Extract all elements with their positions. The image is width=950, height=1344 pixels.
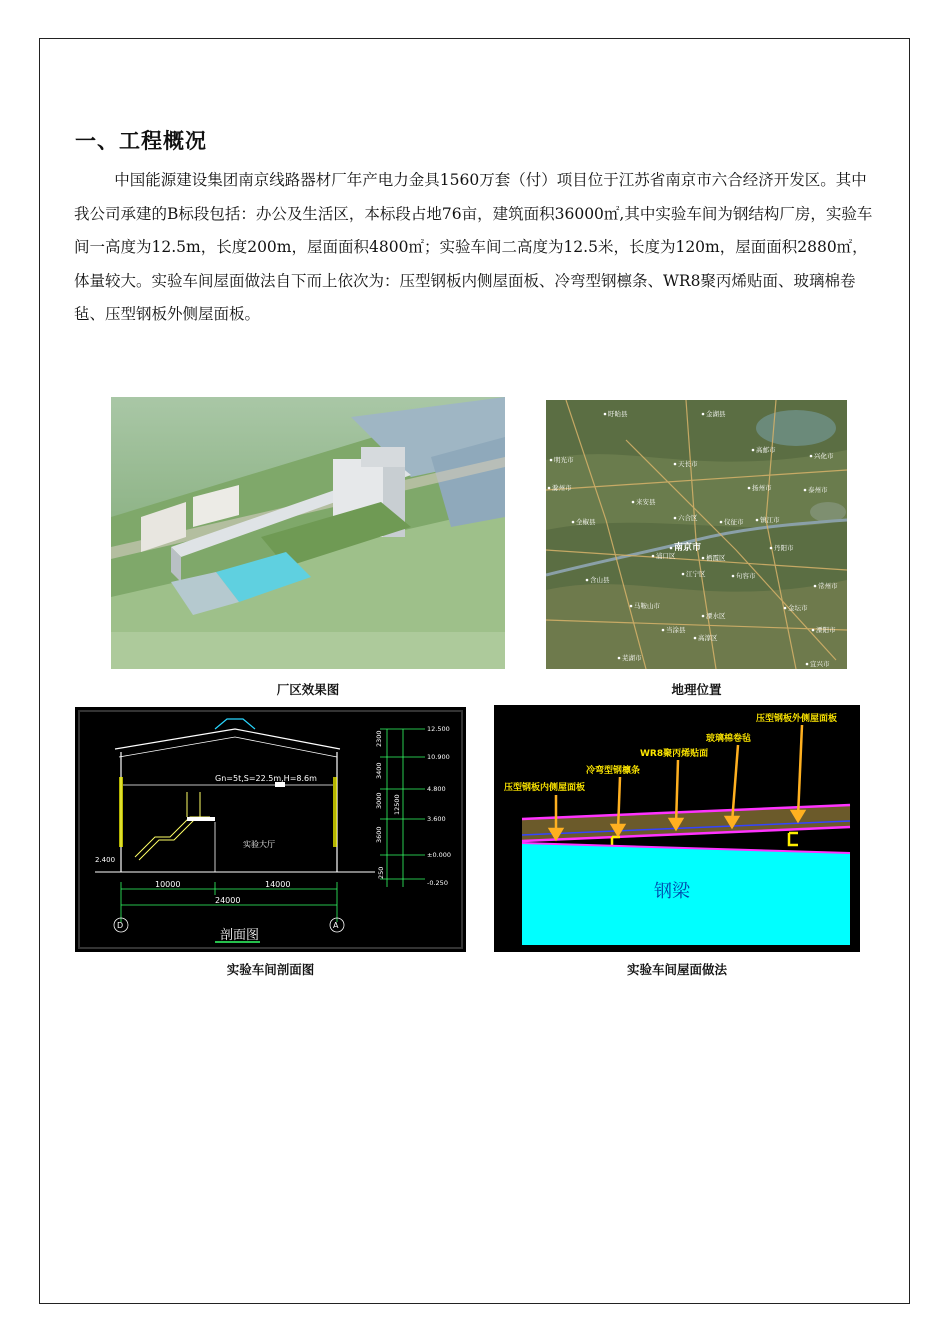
vdim-3: 3000 bbox=[375, 792, 383, 809]
map-city-label: 仪征市 bbox=[724, 518, 744, 526]
map-city-label: 镇江市 bbox=[760, 516, 780, 524]
map-city-label: 浦口区 bbox=[656, 552, 676, 560]
dim-left: 10000 bbox=[155, 880, 181, 889]
vdim-total: 12500 bbox=[393, 794, 401, 815]
map-city-dot bbox=[702, 615, 705, 618]
beam-label: 钢梁 bbox=[654, 881, 690, 902]
vdim-4: 3600 bbox=[375, 826, 383, 843]
dim-right: 14000 bbox=[265, 880, 291, 889]
map-city-label: 马鞍山市 bbox=[634, 602, 660, 610]
elev-bottom: -0.250 bbox=[427, 879, 448, 887]
map-city-dot bbox=[770, 547, 773, 550]
dim-total: 24000 bbox=[215, 896, 241, 905]
map-city-dot bbox=[694, 637, 697, 640]
project-paragraph: 中国能源建设集团南京线路器材厂年产电力金具1560万套（付）项目位于江苏省南京市六合经济开发区。其中我公司承建的B标段包括：办公及生活区，本标段占地76亩，建筑面积36000㎡,其中实验车间为钢结构厂房，实验车间一高度为12.5m，长度200m，屋面面积4800㎡；实验车间二高度为12.5米，长度为120m，屋面面积2880㎡，体量较大。实验车间屋面做法自下而上依次为：压型钢板内侧屋面板、冷弯型钢檩条、WR8聚丙烯贴面、玻璃棉卷毡、压型钢板外侧屋面板。 bbox=[74, 171, 873, 323]
plant-rendering-caption: 厂区效果图 bbox=[276, 682, 340, 697]
map-city-label: 兴化市 bbox=[814, 452, 834, 460]
map-city-label: 句容市 bbox=[736, 572, 756, 580]
map-city-label: 泰州市 bbox=[808, 486, 828, 494]
map-city-label: 栖霞区 bbox=[706, 554, 726, 562]
map-city-label: 六合区 bbox=[678, 514, 698, 522]
elev-0: ±0.000 bbox=[427, 851, 452, 859]
map-city-label: 宜兴市 bbox=[810, 660, 830, 668]
map-city-dot bbox=[720, 521, 723, 524]
vdim-2: 3400 bbox=[375, 762, 383, 779]
roof-label-glass-wool: 玻璃棉卷毡 bbox=[706, 734, 752, 744]
map-city-label: 含山县 bbox=[590, 576, 610, 584]
map-city-dot bbox=[756, 519, 759, 522]
elev-eave: 10.900 bbox=[427, 753, 450, 761]
map-city-dot bbox=[630, 605, 633, 608]
roof-label-outer-panel: 压型钢板外侧屋面板 bbox=[756, 714, 838, 724]
map-city-dot bbox=[814, 585, 817, 588]
location-map-caption: 地理位置 bbox=[671, 682, 722, 697]
elev-left: 2.400 bbox=[95, 856, 116, 864]
map-city-dot bbox=[784, 607, 787, 610]
elev-2: 3.600 bbox=[427, 815, 446, 823]
hall-label: 实验大厅 bbox=[243, 840, 275, 849]
map-city-dot bbox=[604, 413, 607, 416]
map-city-dot bbox=[674, 463, 677, 466]
location-map-image bbox=[546, 400, 847, 669]
map-city-dot bbox=[632, 501, 635, 504]
map-city-dot bbox=[674, 517, 677, 520]
map-city-label: 扬州市 bbox=[752, 484, 772, 492]
section-drawing-image bbox=[75, 707, 466, 952]
map-city-dot bbox=[572, 521, 575, 524]
map-city-label: 金湖县 bbox=[706, 410, 726, 418]
elev-1: 4.800 bbox=[427, 785, 446, 793]
map-city-label: 来安县 bbox=[636, 498, 656, 506]
map-city-label: 高邮市 bbox=[756, 446, 776, 454]
map-city-label: 南京市 bbox=[674, 543, 702, 553]
map-city-label: 全椒县 bbox=[576, 518, 596, 526]
map-city-label: 明光市 bbox=[554, 456, 574, 464]
map-city-label: 丹阳市 bbox=[774, 544, 794, 552]
map-city-label: 江宁区 bbox=[686, 570, 706, 578]
map-city-label: 高淳区 bbox=[698, 634, 718, 642]
elev-top: 12.500 bbox=[427, 725, 450, 733]
map-city-dot bbox=[748, 487, 751, 490]
map-city-dot bbox=[812, 629, 815, 632]
vdim-1: 2300 bbox=[375, 730, 383, 747]
map-city-dot bbox=[806, 663, 809, 666]
map-city-dot bbox=[652, 555, 655, 558]
roof-layers-image bbox=[494, 705, 860, 952]
map-city-dot bbox=[702, 557, 705, 560]
map-city-label: 当涂县 bbox=[666, 626, 686, 634]
map-city-label: 芜湖市 bbox=[622, 654, 642, 662]
map-city-dot bbox=[682, 573, 685, 576]
roof-label-inner-panel: 压型钢板内侧屋面板 bbox=[504, 783, 586, 793]
map-city-dot bbox=[752, 449, 755, 452]
roof-label-purlin: 冷弯型钢檩条 bbox=[586, 766, 641, 776]
section-drawing-caption: 实验车间剖面图 bbox=[226, 962, 315, 977]
map-city-dot bbox=[810, 455, 813, 458]
roof-label-wr8: WR8聚丙烯贴面 bbox=[640, 749, 709, 759]
plant-rendering-image bbox=[111, 397, 505, 669]
map-city-dot bbox=[586, 579, 589, 582]
section-heading: 一、工程概况 bbox=[75, 129, 207, 153]
map-city-dot bbox=[548, 487, 551, 490]
map-city-label: 盱眙县 bbox=[608, 410, 628, 418]
axis-right: A bbox=[333, 921, 339, 930]
roof-layers-caption: 实验车间屋面做法 bbox=[626, 962, 727, 977]
map-city-dot bbox=[662, 629, 665, 632]
map-city-dot bbox=[732, 575, 735, 578]
map-city-dot bbox=[550, 459, 553, 462]
map-city-label: 金坛市 bbox=[788, 604, 808, 612]
map-city-label: 滁州市 bbox=[552, 484, 572, 492]
map-city-dot bbox=[670, 547, 673, 550]
vdim-5: 250 bbox=[377, 866, 385, 879]
axis-left: D bbox=[117, 921, 124, 930]
section-title: 剖面图 bbox=[220, 928, 260, 943]
map-city-dot bbox=[804, 489, 807, 492]
crane-label: Gn=5t,S=22.5m,H=8.6m bbox=[215, 774, 317, 783]
map-city-dot bbox=[702, 413, 705, 416]
map-city-label: 天长市 bbox=[678, 460, 698, 468]
map-city-label: 溧水区 bbox=[706, 612, 726, 620]
map-city-label: 常州市 bbox=[818, 582, 838, 590]
map-city-dot bbox=[618, 657, 621, 660]
map-city-label: 溧阳市 bbox=[816, 626, 836, 634]
